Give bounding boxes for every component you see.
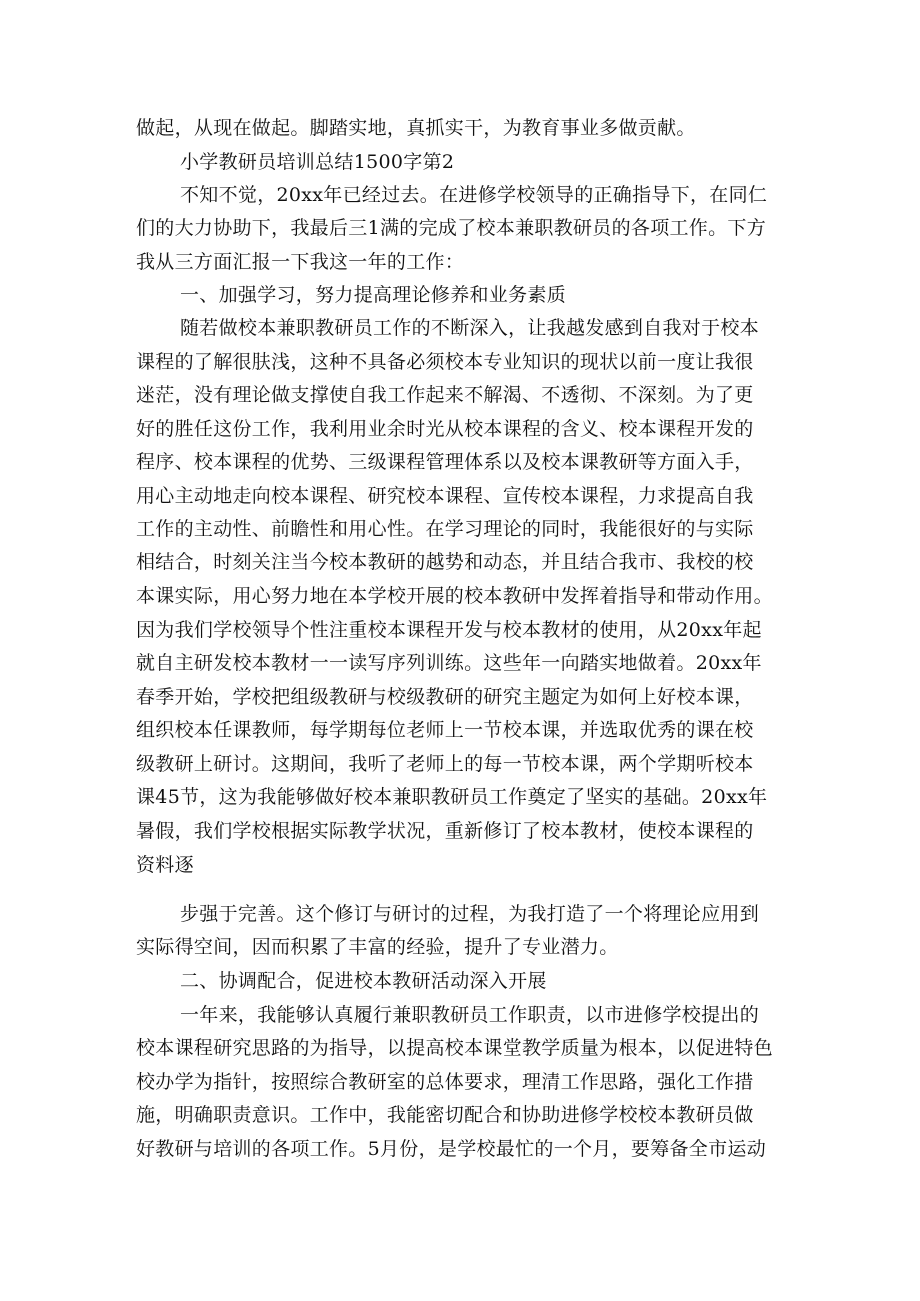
paragraph-line: 随若做校本兼职教研员工作的不断深入，让我越发感到自我对于校本 — [180, 317, 760, 339]
text-line: 课程的了解很肤浅，这种不具备必须校本专业知识的现状以前一度让我很 — [136, 351, 754, 373]
section-heading: 一、加强学习，努力提高理论修养和业务素质 — [180, 284, 567, 306]
text-line: 级教研上研讨。这期间，我听了老师上的每一节校本课，两个学期听校本 — [136, 753, 754, 775]
text-line: 因为我们学校领导个性注重校本课程开发与校本教材的使用，从20xx年起 — [136, 619, 762, 641]
text-line: 春季开始，学校把组级教研与校级教研的研究主题定为如何上好校本课， — [136, 686, 754, 708]
text-line: 工作的主动性、前瞻性和用心性。在学习理论的同时，我能很好的与实际 — [136, 518, 754, 540]
text-line: 做起，从现在做起。脚踏实地，真抓实干，为教育事业多做贡献。 — [136, 117, 696, 139]
text-line: 资料逐 — [136, 854, 194, 876]
text-line: 组织校本任课教师，每学期每位老师上一节校本课，并选取优秀的课在校 — [136, 719, 754, 741]
text-line: 迷茫，没有理论做支撑使自我工作起来不解渴、不透彻、不深刻。为了更 — [136, 384, 754, 406]
text-line: 们的大力协助下，我最后三1满的完成了校本兼职教研员的各项工作。下方 — [136, 217, 766, 239]
paragraph-line: 一年来，我能够认真履行兼职教研员工作职责，以市进修学校提出的 — [180, 1004, 760, 1026]
text-line: 实际得空间，因而积累了丰富的经验，提升了专业潜力。 — [136, 936, 619, 958]
paragraph-line: 不知不觉，20xx年已经过去。在进修学校领导的正确指导下，在同仁 — [180, 184, 768, 206]
text-line: 好教研与培训的各项工作。5月份，是学校最忙的一个月，要筹备全市运动 — [136, 1138, 766, 1160]
text-line: 课45节，这为我能够做好校本兼职教研员工作奠定了坚实的基础。20xx年 — [136, 786, 768, 808]
text-line: 程序、校本课程的优势、三级课程管理体系以及校本课教研等方面入手， — [136, 451, 754, 473]
paragraph-line: 步强于完善。这个修订与研讨的过程，为我打造了一个将理论应用到 — [180, 903, 760, 925]
text-line: 好的胜任这份工作，我利用业余时光从校本课程的含义、校本课程开发的 — [136, 418, 754, 440]
text-line: 施，明确职责意识。工作中，我能密切配合和协助进修学校校本教研员做 — [136, 1104, 754, 1126]
text-line: 暑假，我们学校根据实际教学状况，重新修订了校本教材，使校本课程的 — [136, 820, 754, 842]
text-line: 用心主动地走向校本课程、研究校本课程、宣传校本课程，力求提高自我 — [136, 485, 754, 507]
section-title: 小学教研员培训总结1500字第2 — [180, 151, 455, 173]
text-line: 校本课程研究思路的为指导，以提高校本课堂教学质量为根本，以促进特色 — [136, 1037, 773, 1059]
text-line: 校办学为指针，按照综合教研室的总体要求，理清工作思路，强化工作措 — [136, 1071, 754, 1093]
text-line: 就自主研发校本教材一一读写序列训练。这些年一向踏实地做着。20xx年 — [136, 652, 762, 674]
text-line: 相结合，时刻关注当今校本教研的越势和动态，并且结合我市、我校的校 — [136, 551, 754, 573]
text-line: 本课实际，用心努力地在本学校开展的校本教研中发挥着指导和带动作用。 — [136, 585, 773, 607]
text-line: 我从三方面汇报一下我这一年的工作： — [136, 251, 465, 273]
section-heading: 二、协调配合，促进校本教研活动深入开展 — [180, 970, 547, 992]
